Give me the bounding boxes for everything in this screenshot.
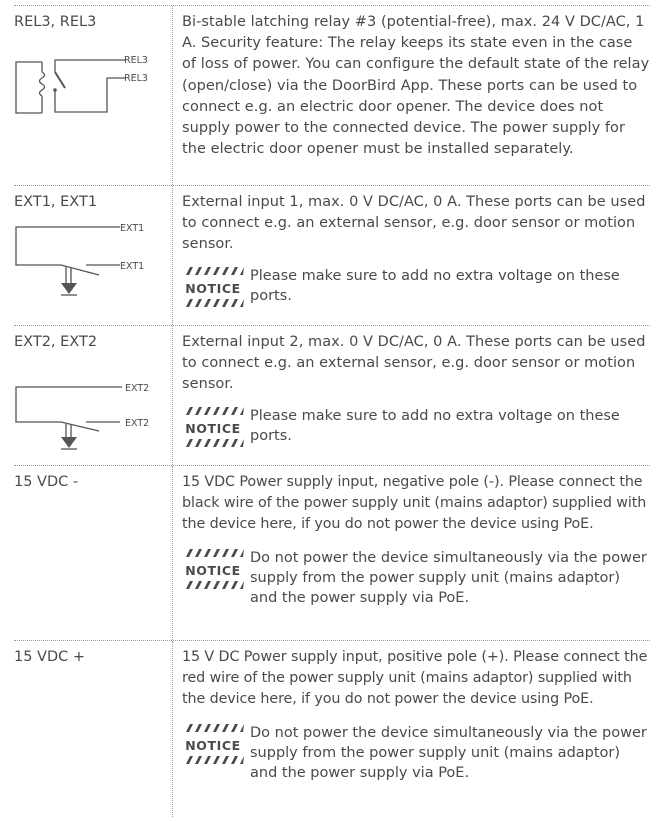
- port-label: REL3, REL3: [14, 14, 97, 30]
- port-cell: [14, 6, 172, 185]
- notice-badge-label: NOTICE: [185, 280, 241, 296]
- notice-text: Do not power the device simultaneously via the power supply from the power supply unit (mains adaptor) and the power supply via PoE.: [250, 549, 647, 606]
- terminal-label: EXT1: [120, 223, 145, 234]
- notice-badge-icon: [182, 407, 244, 447]
- relay-coil-switch-icon: [14, 50, 164, 120]
- description-cell: [172, 466, 650, 640]
- notice-box: [182, 723, 650, 783]
- port-description: 15 VDC Power supply input, negative pole (-). Please connect the black wire of the power supply unit (mains adaptor) supplied with the device here, if you do not power the device using PoE.: [182, 474, 647, 533]
- port-cell: [14, 466, 172, 640]
- port-cell: [14, 186, 172, 325]
- notice-box: [182, 548, 650, 608]
- port-description: External input 1, max. 0 V DC/AC, 0 A. These ports can be used to connect e.g. an external sensor, e.g. door sensor or motion sensor.: [182, 194, 646, 253]
- port-label: 15 VDC -: [14, 474, 79, 490]
- description-cell: [172, 186, 650, 325]
- port-label: EXT1, EXT1: [14, 194, 98, 210]
- notice-badge-label: NOTICE: [185, 420, 241, 436]
- port-cell: [14, 326, 172, 465]
- notice-text: Please make sure to add no extra voltage on these ports.: [250, 267, 620, 304]
- table-row-ext2: [14, 326, 650, 466]
- notice-box: [182, 406, 650, 447]
- table-row-15vdc-negative: [14, 466, 650, 641]
- notice-box: [182, 266, 650, 307]
- description-cell: [172, 6, 650, 185]
- port-description: 15 V DC Power supply input, positive pole (+). Please connect the red wire of the power supply unit (mains adaptor) supplied with the device here, if you do not power the device using PoE.: [182, 649, 648, 708]
- port-cell: [14, 641, 172, 817]
- notice-badge-label: NOTICE: [185, 737, 241, 753]
- table-row-ext1: [14, 186, 650, 326]
- notice-badge-icon: [182, 267, 244, 307]
- port-description: External input 2, max. 0 V DC/AC, 0 A. These ports can be used to connect e.g. an external sensor, e.g. door sensor or motion sensor.: [182, 334, 646, 393]
- notice-text: Do not power the device simultaneously via the power supply from the power supply unit (mains adaptor) and the power supply via PoE.: [250, 724, 647, 781]
- notice-badge-label: NOTICE: [185, 562, 241, 578]
- terminal-label: EXT1: [120, 261, 145, 272]
- notice-text: Please make sure to add no extra voltage on these ports.: [250, 407, 620, 444]
- input-switch-ground-icon: [14, 224, 164, 294]
- terminal-label: REL3: [124, 73, 148, 84]
- description-cell: [172, 641, 650, 817]
- terminal-label: EXT2: [125, 418, 150, 429]
- table-row-15vdc-positive: [14, 641, 650, 817]
- terminal-label: REL3: [124, 55, 148, 66]
- port-description-table: [14, 5, 650, 817]
- description-cell: [172, 326, 650, 465]
- port-label: 15 VDC +: [14, 649, 86, 665]
- terminal-label: EXT2: [125, 383, 150, 394]
- port-label: EXT2, EXT2: [14, 334, 98, 350]
- notice-badge-icon: [182, 724, 244, 764]
- notice-badge-icon: [182, 549, 244, 589]
- input-switch-ground-icon: [14, 384, 164, 454]
- port-description: Bi-stable latching relay #3 (potential-free), max. 24 V DC/AC, 1 A. Security feature: The relay keeps its state even in the case of loss of power. You can configure the default state of the relay (open/close) via the DoorBird App. These ports can be used to connect e.g. an electric door opener. The device does not supply power to the connected device. The power supply for the electric door opener must be installed separately.: [182, 14, 650, 158]
- table-row-rel3: [14, 6, 650, 186]
